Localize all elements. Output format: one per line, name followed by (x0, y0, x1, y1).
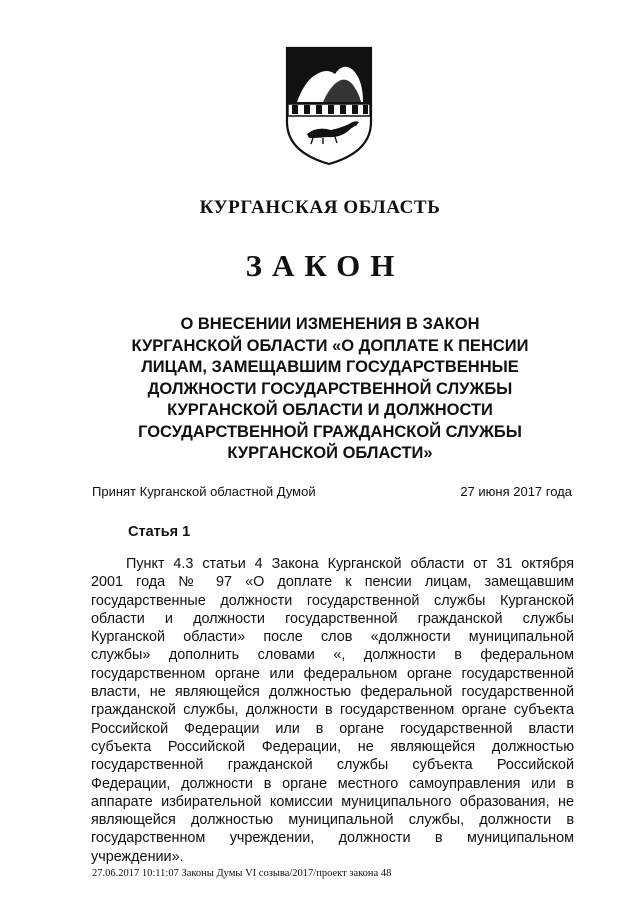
coat-of-arms-icon (283, 44, 375, 168)
law-title-line: ЛИЦАМ, ЗАМЕЩАВШИМ ГОСУДАРСТВЕННЫЕ (141, 358, 519, 376)
law-title-line: КУРГАНСКОЙ ОБЛАСТИ» (227, 444, 433, 462)
article-line: 2001 года № 97 «О доплате к пенсии лицам, замещавшим (91, 574, 574, 591)
article-body (91, 555, 574, 866)
law-title-line: ДОЛЖНОСТИ ГОСУДАРСТВЕННОЙ СЛУЖБЫ (147, 379, 513, 398)
law-title-line: О ВНЕСЕНИИ ИЗМЕНЕНИЯ В ЗАКОН (180, 315, 480, 333)
article-line: аппарате избирательной комиссии муниципального образования, не (91, 793, 574, 810)
document-footer: 27.06.2017 10:11:07 Законы Думы VI созыва/2017/проект закона 48 (92, 868, 392, 879)
article-line: Федерации, должности в органе местного самоуправления или в (91, 775, 574, 792)
law-title-line: КУРГАНСКОЙ ОБЛАСТИ И ДОЛЖНОСТИ (167, 401, 493, 419)
article-line: Пункт 4.3 статьи 4 Закона Курганской области от 31 октября (126, 556, 574, 572)
article-line: государственном учреждении, должности в муниципальном (91, 830, 574, 847)
article-line: государственной гражданской службы субъекта Российской (91, 757, 574, 774)
article-line: являющейся должностью муниципальной службы, должности в (91, 812, 574, 829)
law-title (100, 314, 560, 465)
article-line: государственные должности государственной службы Курганской (91, 592, 574, 609)
article-line: Курганской области» после слов «должности муниципальной (91, 629, 574, 646)
article-line: власти, не являющейся должностью федеральной государственной (91, 684, 574, 701)
article-heading: Статья 1 (128, 524, 191, 540)
article-line: гражданской службы, должности в государственном органе субъекта (91, 702, 574, 719)
article-line: субъекта Российской Федерации, не являющейся должностью (91, 738, 574, 755)
article-line: службы» дополнить словами «, должности в федеральном (91, 647, 574, 664)
law-title-line: ГОСУДАРСТВЕННОЙ ГРАЖДАНСКОЙ СЛУЖБЫ (138, 422, 522, 441)
document-type-heading: ЗАКОН (245, 248, 405, 283)
adoption-date: 27 июня 2017 года (460, 484, 572, 499)
article-line: области и должности государственной гражданской службы (91, 610, 574, 627)
article-line: Российской Федерации или в органе государственной власти (91, 720, 574, 737)
article-line: учреждении». (91, 848, 184, 865)
adopted-by: Принят Курганской областной Думой (92, 484, 316, 499)
region-heading: КУРГАНСКАЯ ОБЛАСТЬ (199, 197, 441, 218)
law-title-line: КУРГАНСКОЙ ОБЛАСТИ «О ДОПЛАТЕ К ПЕНСИИ (131, 336, 529, 355)
article-line: государственном органе или федеральном органе государственной (91, 665, 574, 682)
